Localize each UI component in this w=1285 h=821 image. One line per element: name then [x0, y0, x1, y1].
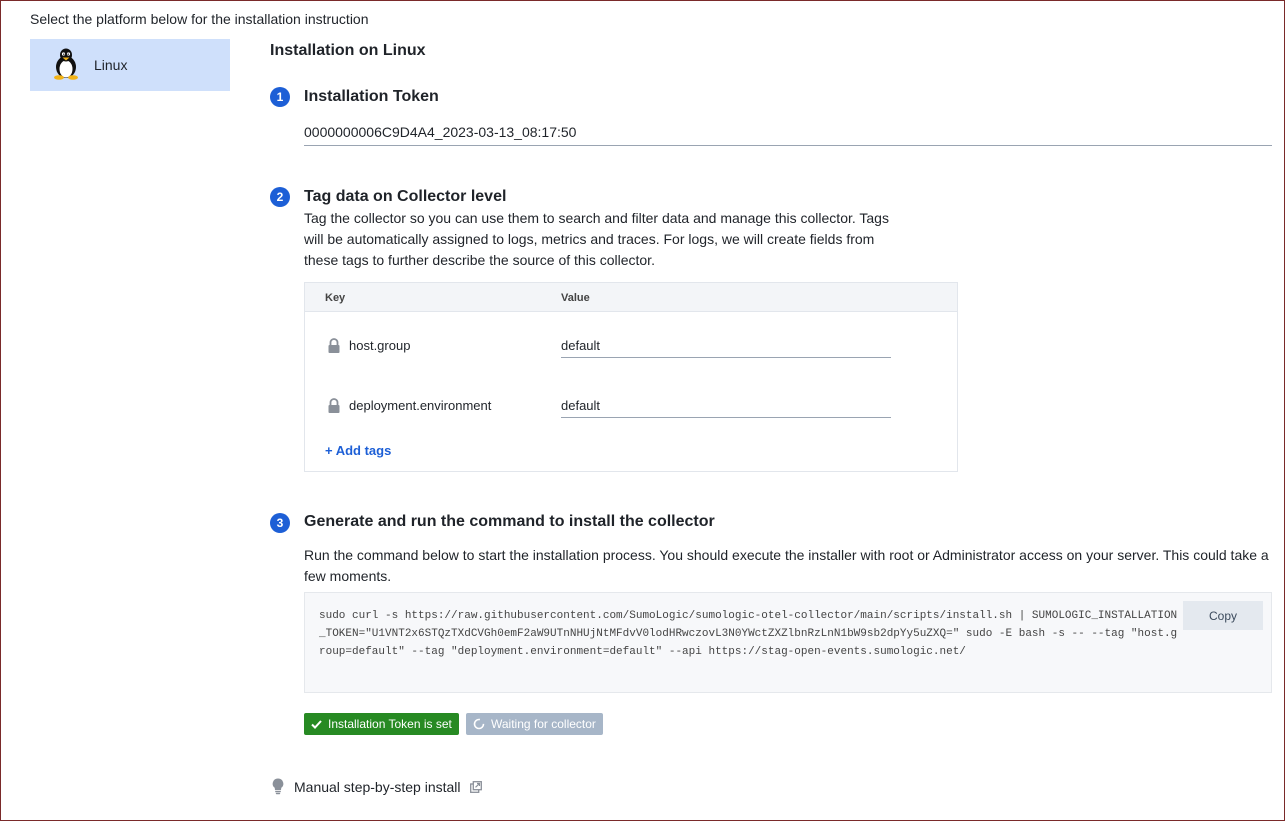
tag-row — [305, 388, 957, 428]
installation-token-field[interactable]: 0000000006C9D4A4_2023-03-13_08:17:50 — [304, 124, 1272, 146]
tag-key: deployment.environment — [349, 398, 492, 413]
install-command-text[interactable]: sudo curl -s https://raw.githubusercontent.com/SumoLogic/sumologic-otel-collector/main/scripts/install.sh | SUMOLOGIC_INSTALLATION_TOKEN="U1VNT2x6STQzTXdCVGh0emF2aW9UTnNHUjNtMFdvV0lodHRwczovL3N0YWctZXZlbnRzLnN1bW9sb2dpYy5uZXQ=" sudo -E bash -s -- --tag "host.group=default" --tag "deployment.environment=default" --api https://stag-open-events.sumologic.net/ — [319, 610, 1178, 658]
add-tags-button[interactable]: + Add tags — [325, 443, 392, 458]
step-number-3: 3 — [270, 513, 290, 533]
tags-table-header — [305, 283, 957, 312]
tag-value-field[interactable]: default — [561, 396, 891, 418]
step-title-command: Generate and run the command to install the collector — [304, 513, 715, 530]
tag-value-field[interactable]: default — [561, 336, 891, 358]
lightbulb-icon — [272, 778, 284, 795]
step-title-tags: Tag data on Collector level — [304, 188, 507, 205]
column-header-value: Value — [561, 292, 590, 304]
tag-key: host.group — [349, 338, 411, 353]
platform-hint: Select the platform below for the installation instruction — [30, 11, 369, 27]
tags-table — [304, 282, 958, 472]
spinner-icon — [473, 718, 485, 730]
waiting-badge — [466, 713, 603, 735]
step-number-1: 1 — [270, 87, 290, 107]
external-link-icon[interactable] — [470, 781, 482, 793]
step-title-token: Installation Token — [304, 88, 439, 105]
platform-item-linux[interactable] — [30, 39, 230, 91]
waiting-label: Waiting for collector — [491, 717, 596, 731]
column-header-key: Key — [325, 292, 346, 304]
lock-icon — [327, 398, 341, 414]
manual-install-label[interactable]: Manual step-by-step install — [294, 778, 461, 795]
step-number-2: 2 — [270, 187, 290, 207]
copy-button[interactable]: Copy — [1183, 601, 1263, 630]
token-set-label: Installation Token is set — [328, 717, 452, 731]
check-icon — [311, 720, 322, 729]
token-set-badge — [304, 713, 459, 735]
tag-row — [305, 328, 957, 368]
section-title: Installation on Linux — [270, 42, 426, 59]
command-description: Run the command below to start the installation process. You should execute the installer with root or Administrator access on your server. This could take a few moments. — [304, 547, 1269, 584]
linux-tux-icon — [52, 48, 80, 80]
manual-install-link[interactable] — [272, 778, 482, 795]
tags-description: Tag the collector so you can use them to search and filter data and manage this collector. Tags will be automatically assigned to logs, metrics and traces. For logs, we will create fields from these tags to further describe the source of this collector. — [304, 210, 889, 268]
command-box — [304, 592, 1272, 693]
platform-label: Linux — [94, 57, 128, 73]
lock-icon — [327, 338, 341, 354]
